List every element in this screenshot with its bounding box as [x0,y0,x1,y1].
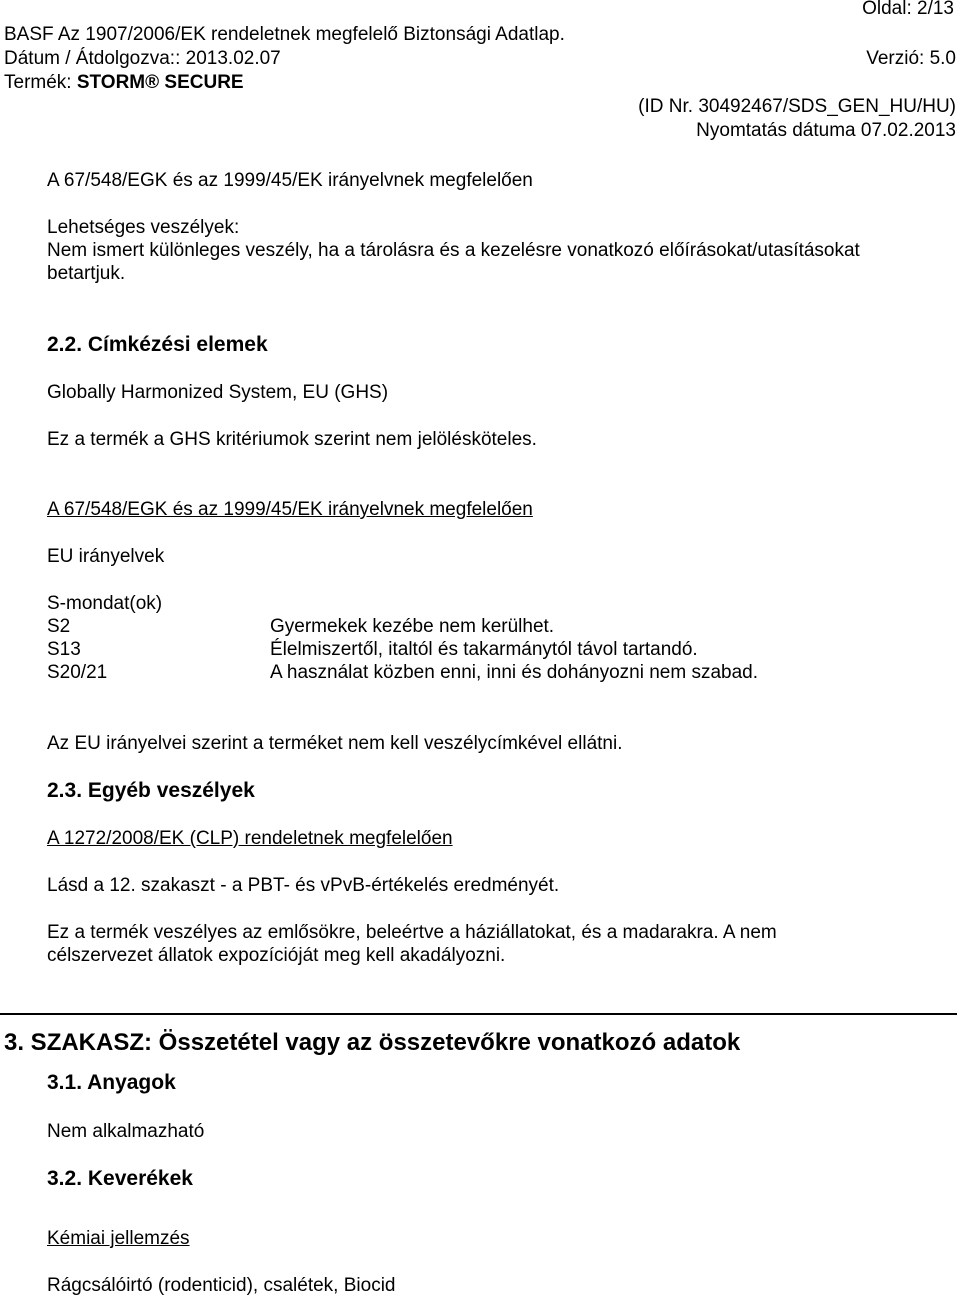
pbt-note: Lásd a 12. szakaszt - a PBT- és vPvB-értékelés eredményét. [47,875,560,896]
directive-heading: A 67/548/EGK és az 1999/45/EK irányelvnek megfelelően [47,170,533,191]
header-id: (ID Nr. 30492467/SDS_GEN_HU/HU) [638,96,956,117]
page-number: Oldal: 2/13 [862,0,954,19]
substances-text: Nem alkalmazható [47,1121,205,1142]
section-3-heading: 3. SZAKASZ: Összetétel vagy az összetevőkre vonatkozó adatok [4,1029,741,1056]
header-version: Verzió: 5.0 [866,48,956,69]
chemical-characterization-text: Rágcsálóirtó (rodenticid), csalétek, Biocid [47,1275,396,1296]
header-print-date: Nyomtatás dátuma 07.02.2013 [696,120,956,141]
s-phrases-label: S-mondat(ok) [47,593,163,614]
s-phrase-text: A használat közben enni, inni és dohányozni nem szabad. [270,662,758,683]
hazards-text-line2: betartjuk. [47,263,126,284]
section-3-1-heading: 3.1. Anyagok [47,1071,176,1094]
directive-heading-2: A 67/548/EGK és az 1999/45/EK irányelvnek megfelelően [47,499,533,520]
label-note: Az EU irányelvei szerint a terméket nem kell veszélycímkével ellátni. [47,733,623,754]
clp-heading: A 1272/2008/EK (CLP) rendeletnek megfelelően [47,828,453,849]
product-label: Termék: [4,72,72,93]
s-phrase-text: Gyermekek kezébe nem kerülhet. [270,616,555,637]
hazard-text-line1: Ez a termék veszélyes az emlősökre, beleértve a háziállatokat, és a madarakra. A nem [47,922,777,943]
section-divider [0,1013,957,1015]
header-date: Dátum / Átdolgozva:: 2013.02.07 [4,48,281,69]
ghs-label: Globally Harmonized System, EU (GHS) [47,382,389,403]
s-phrase-text: Élelmiszertől, italtól és takarmánytól távol tartandó. [270,639,698,660]
s-phrase-code: S13 [47,639,81,660]
s-phrase-code: S20/21 [47,662,108,683]
hazards-text-line1: Nem ismert különleges veszély, ha a tárolásra és a kezelésre vonatkozó előírásokat/utasításokat [47,240,860,261]
ghs-note: Ez a termék a GHS kritériumok szerint nem jelölésköteles. [47,429,537,450]
eu-directives-label: EU irányelvek [47,546,165,567]
header-title: BASF Az 1907/2006/EK rendeletnek megfelelő Biztonsági Adatlap. [4,24,565,45]
section-2-3-heading: 2.3. Egyéb veszélyek [47,779,255,802]
s-phrase-code: S2 [47,616,71,637]
header-product [4,72,244,94]
chemical-characterization-label: Kémiai jellemzés [47,1228,190,1249]
hazard-text-line2: célszervezet állatok expozícióját meg kell akadályozni. [47,945,506,966]
section-3-2-heading: 3.2. Keverékek [47,1167,193,1190]
hazards-label: Lehetséges veszélyek: [47,217,240,238]
section-2-2-heading: 2.2. Címkézési elemek [47,333,268,356]
product-name: STORM® SECURE [76,72,244,93]
